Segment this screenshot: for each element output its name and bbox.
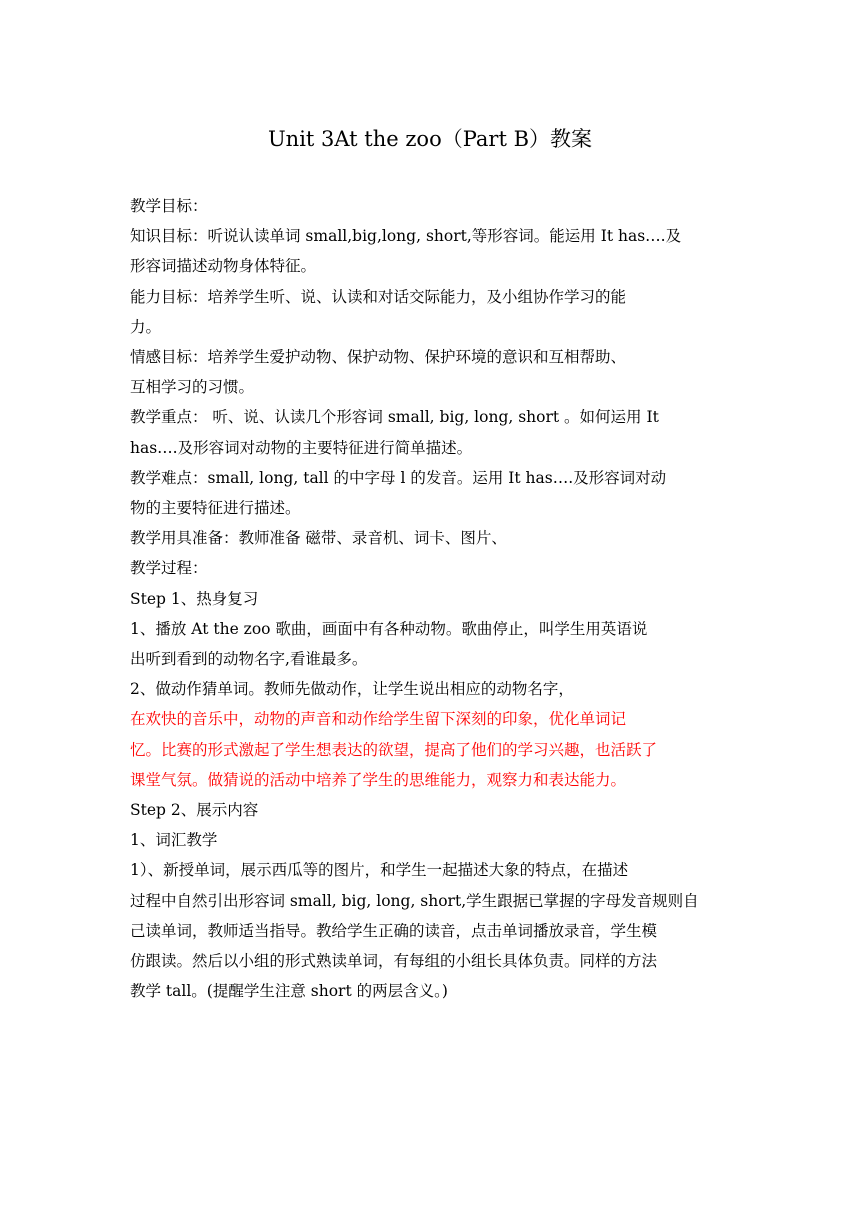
paragraph-line: Step 2、展示内容 [130,801,259,820]
paragraph-line: 出听到看到的动物名字,看谁最多。 [130,650,368,669]
paragraph-line: 1、词汇教学 [130,831,218,850]
paragraph-line: 教学重点： 听、说、认读几个形容词 small, big, long, short 。如何运用 It [130,408,659,427]
paragraph-line: 过程中自然引出形容词 small, big, long, short,学生跟据已掌握的字母发音规则自 [130,891,699,910]
paragraph-line: 教学过程： [130,559,208,578]
paragraph-line: 物的主要特征进行描述。 [130,499,301,518]
paragraph-line: 己读单词，教师适当指导。教给学生正确的读音，点击单词播放录音，学生模 [130,921,658,940]
document-body [130,191,730,1006]
paragraph-line: 仿跟读。然后以小组的形式熟读单词，有每组的小组长具体负责。同样的方法 [130,952,658,971]
highlighted-line: 课堂气氛。做猜说的活动中培养了学生的思维能力，观察力和表达能力。 [130,770,627,789]
paragraph-line: has….及形容词对动物的主要特征进行简单描述。 [130,438,473,457]
paragraph-line: 教学用具准备：教师准备 磁带、录音机、词卡、图片、 [130,529,507,548]
paragraph-line: 力。 [130,317,162,336]
paragraph-line: 1、播放 At the zoo 歌曲，画面中有各种动物。歌曲停止，叫学生用英语说 [130,619,648,638]
document-title: Unit 3At the zoo（Part B）教案 [267,127,593,151]
paragraph-line: 形容词描述动物身体特征。 [130,257,317,276]
paragraph-line: 教学目标： [130,197,208,215]
paragraph-line: 互相学习的习惯。 [130,378,255,397]
paragraph-line: 2、做动作猜单词。教师先做动作，让学生说出相应的动物名字， [130,680,574,699]
paragraph-line: 能力目标：培养学生听、说、认读和对话交际能力，及小组协作学习的能 [130,287,627,306]
paragraph-line: 知识目标：听说认读单词 small,big,long, short,等形容词。能运用 It has….及 [130,227,682,246]
highlighted-line: 忆。比赛的形式激起了学生想表达的欲望，提高了他们的学习兴趣，也活跃了 [130,740,658,759]
paragraph-line: 1）、新授单词，展示西瓜等的图片，和学生一起描述大象的特点，在描述 [130,861,629,880]
highlighted-line: 在欢快的音乐中，动物的声音和动作给学生留下深刻的印象，优化单词记 [130,710,627,729]
paragraph-line: 教学 tall。(提醒学生注意 short 的两层含义。) [130,982,448,1001]
paragraph-line: Step 1、热身复习 [130,589,259,608]
paragraph-line: 教学难点：small, long, tall 的中字母 l 的发音。运用 It has….及形容词对动 [130,468,667,487]
paragraph-line: 情感目标：培养学生爱护动物、保护动物、保护环境的意识和互相帮助、 [130,348,627,367]
